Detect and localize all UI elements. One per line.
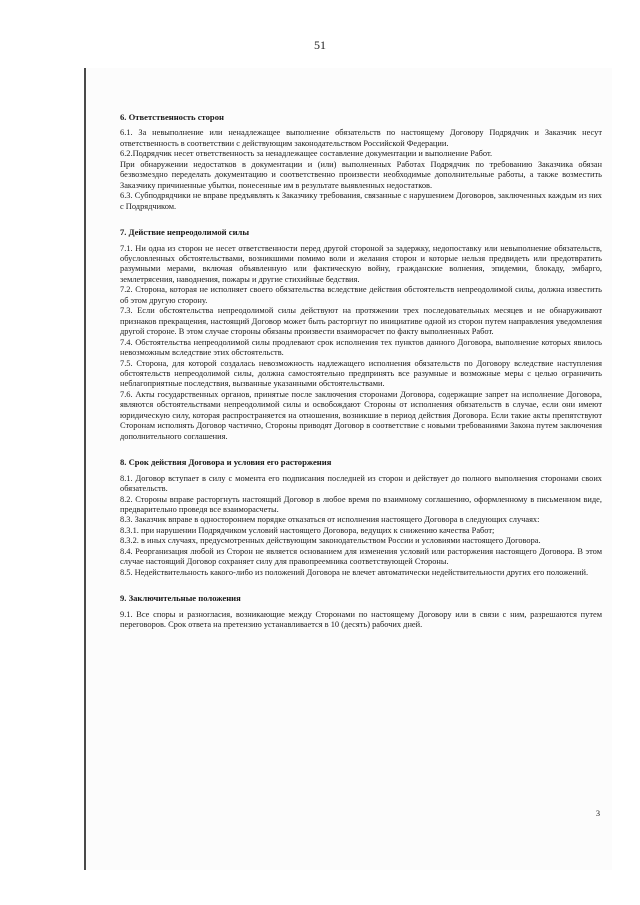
paragraph: При обнаружении недостатков в документации и (или) выполненных Работах Подрядчик по требованию Заказчика обязан безвозмездно переделать документацию и соответственно произвести необходимые дополнительные работы, а также возместить Заказчику причиненные убытки, понесенные им в результате выявленных недостатков. — [120, 159, 602, 190]
paragraph: 6.1. За невыполнение или ненадлежащее выполнение обязательств по настоящему Договору Подрядчик и Заказчик несут ответственность в соответствии с действующим законодательством Российской Федерации. — [120, 128, 602, 148]
paragraph: 8.3.1. при нарушении Подрядчиком условий настоящего Договора, ведущих к снижению качества Работ; — [120, 525, 495, 535]
section-8 — [120, 457, 602, 578]
document-body — [120, 112, 602, 645]
section-heading: 8. Срок действия Договора и условия его расторжения — [120, 457, 332, 468]
page-number-bottom: 3 — [595, 809, 600, 818]
section-heading: 6. Ответственность сторон — [120, 112, 224, 122]
paragraph: 6.3. Субподрядчики не вправе предъявлять к Заказчику требования, связанные с нарушением Договоров, заключенных каждым из них с Подрядчиком. — [120, 191, 602, 211]
section-9 — [120, 593, 602, 630]
section-heading: 9. Заключительные положения — [120, 593, 241, 604]
paragraph: 7.6. Акты государственных органов, принятые после заключения сторонами Договора, содержащие запрет на исполнение Договора, являются обстоятельствами непреодолимой силы и освобождают Стороны от исполнения обязательств в случае, если они имеют юридическую силу, которая распространяется на отношения, возникшие в период действия Договора. Если такие акты препятствуют Сторонам исполнять Договор частично, Стороны приводят Договор в соответствие с новыми требованиями Закона путем заключения дополнительного соглашения. — [120, 389, 602, 441]
paragraph: 7.4. Обстоятельства непреодолимой силы продлевают срок исполнения тех пунктов данного Договора, выполнение которых явилось невозможным вследствие этих обстоятельств. — [120, 337, 602, 358]
paragraph: 8.3.2. в иных случаях, предусмотренных действующим законодательством России и условиями настоящего Договора. — [120, 536, 541, 546]
scanned-page — [84, 68, 612, 870]
paragraph: 8.3. Заказчик вправе в одностороннем порядке отказаться от исполнения настоящего Договора в следующих случаях: — [120, 515, 540, 525]
page-number-top: 51 — [314, 38, 326, 52]
paragraph: 8.2. Стороны вправе расторгнуть настоящий Договор в любое время по взаимному соглашению, оформленному в письменном виде, предварительно проведя все взаиморасчеты. — [120, 494, 602, 514]
paragraph: 8.5. Недействительность какого-либо из положений Договора не влечет автоматически недействительности других его положений. — [120, 567, 589, 577]
paragraph: 6.2.Подрядчик несет ответственность за ненадлежащее составление документации и выполнение Работ. — [120, 149, 493, 159]
section-7 — [120, 227, 602, 442]
paragraph: 8.4. Реорганизация любой из Сторон не является основанием для изменения условий или расторжения настоящего Договора. В этом случае настоящий Договор сохраняет силу для правопреемника соответствующей Стороны. — [120, 546, 602, 567]
paragraph: 7.3. Если обстоятельства непреодолимой силы действуют на протяжении трех последовательных месяцев и не обнаруживают признаков прекращения, настоящий Договор может быть расторгнут по инициативе одной из сторон путем направления уведомления другой стороне. В этом случае стороны обязаны произвести взаиморасчет по факту выполненных Работ. — [120, 306, 602, 337]
paragraph: 8.1. Договор вступает в силу с момента его подписания последней из сторон и действует до полного выполнения сторонами своих обязательств. — [120, 473, 602, 494]
section-6 — [120, 112, 602, 212]
paragraph: 9.1. Все споры и разногласия, возникающие между Сторонами по настоящему Договору или в связи с ним, разрешаются путем переговоров. Срок ответа на претензию устанавливается в 10 (десять) рабочих дней. — [120, 609, 602, 630]
paragraph: 7.1. Ни одна из сторон не несет ответственности перед другой стороной за задержку, недопоставку или невыполнение обязательств, обусловленных обстоятельствами, возникшими помимо воли и желания сторон и которые нельзя предвидеть или предотвратить разумными мерами, включая объявленную или фактическую войну, гражданские волнения, эпидемии, блокаду, эмбарго, землетрясения, наводнения, пожары и другие стихийные бедствия. — [120, 243, 602, 284]
paragraph: 7.2. Сторона, которая не исполняет своего обязательства вследствие действия обстоятельств непреодолимой силы, должна известить об этом другую сторону. — [120, 285, 602, 305]
paragraph: 7.5. Сторона, для которой создалась невозможность надлежащего исполнения обязательств по Договору вследствие наступления обстоятельств непреодолимой силы, должна самостоятельно предпринять все разумные и возможные меры с целью ограничить неблагоприятные последствия, вызванные указанными обстоятельствами. — [120, 358, 602, 389]
section-heading: 7. Действие непреодолимой силы — [120, 227, 250, 238]
